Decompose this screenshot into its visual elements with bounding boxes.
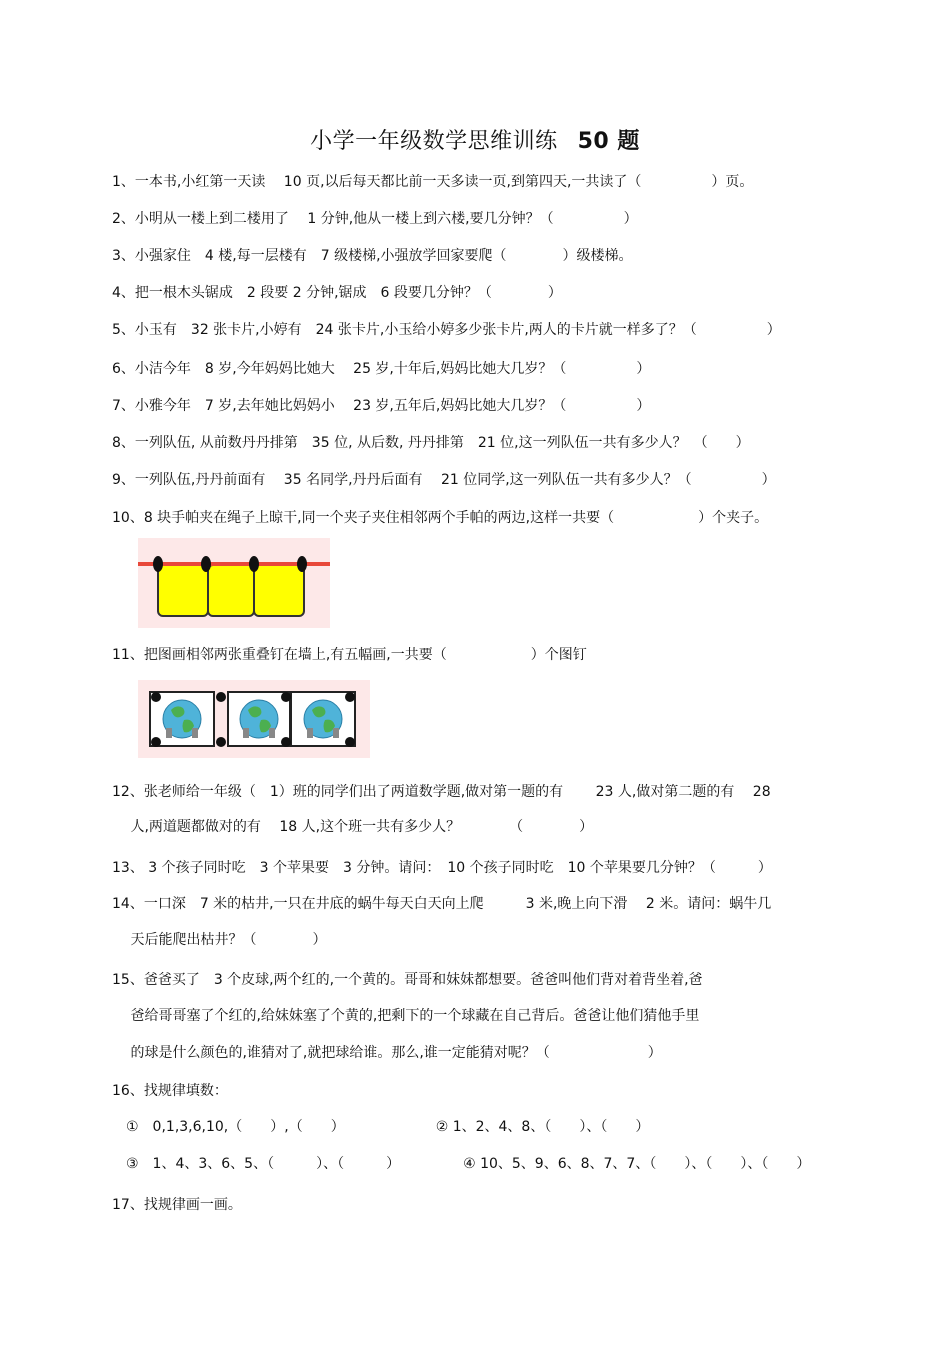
pin-6 [281, 737, 291, 747]
handkerchief-3 [254, 565, 304, 616]
pin-3 [216, 692, 226, 702]
question-17: 17、找规律画一画。 [112, 1197, 242, 1213]
question-2: 2、小明从一楼上到二楼用了 1 分钟,他从一楼上到六楼,要几分钟？（ ） [112, 211, 638, 227]
page-title [0, 124, 950, 155]
pin-1 [151, 692, 161, 702]
globe-icon-1 [163, 700, 201, 738]
globe-pictures-figure [138, 680, 370, 762]
clip-2 [201, 556, 211, 572]
globe-icon-3 [304, 700, 342, 738]
pin-4 [216, 737, 226, 747]
pin-8 [345, 737, 355, 747]
handkerchief-clips-figure [138, 538, 330, 632]
handkerchief-2 [208, 565, 254, 616]
pin-7 [345, 692, 355, 702]
question-13: 13、 3 个孩子同时吃 3 个苹果要 3 分钟。请问： 10 个孩子同时吃 10 个苹果要几分钟？（ ） [112, 860, 772, 876]
question-15-cont-2: 的球是什么颜色的,谁猜对了,就把球给谁。那么,谁一定能猜对呢？（ ） [112, 1045, 662, 1061]
question-12-cont: 人,两道题都做对的有 18 人,这个班一共有多少人？ （ ） [112, 819, 594, 835]
handkerchief-1 [158, 565, 208, 616]
question-7: 7、小雅今年 7 岁,去年她比妈妈小 23 岁,五年后,妈妈比她大几岁？（ ） [112, 398, 651, 414]
question-6: 6、小洁今年 8 岁,今年妈妈比她大 25 岁,十年后,妈妈比她大几岁？（ ） [112, 361, 651, 377]
question-10: 10、8 块手帕夹在绳子上晾干,同一个夹子夹住相邻两个手帕的两边,这样一共要（ ）个夹子。 [112, 510, 769, 526]
pin-5 [281, 692, 291, 702]
question-14-cont: 天后能爬出枯井？（ ） [112, 932, 327, 948]
globe-pictures-svg [138, 680, 370, 758]
handkerchief-clips-svg [138, 538, 330, 628]
clip-1 [153, 556, 163, 572]
question-9: 9、一列队伍,丹丹前面有 35 名同学,丹丹后面有 21 位同学,这一列队伍一共有多少人？（ ） [112, 472, 776, 488]
question-8: 8、一列队伍, 从前数丹丹排第 35 位, 从后数, 丹丹排第 21 位,这一列队伍一共有多少人？ （ ） [112, 435, 750, 451]
question-16-part-b: ③ 1、4、3、6、5、（ ）、（ ） ④ 10、5、9、6、8、7、7、（ ）、（ ）、（ ） [112, 1156, 811, 1172]
question-4: 4、把一根木头锯成 2 段要 2 分钟,锯成 6 段要几分钟？（ ） [112, 285, 562, 301]
question-12: 12、张老师给一年级（ 1）班的同学们出了两道数学题,做对第一题的有 23 人,做对第二题的有 28 [112, 784, 771, 800]
question-15-cont-1: 爸给哥哥塞了个红的,给妹妹塞了个黄的,把剩下的一个球藏在自己背后。爸爸让他们猜他手里 [112, 1008, 700, 1024]
clip-4 [297, 556, 307, 572]
question-1: 1、一本书,小红第一天读 10 页,以后每天都比前一天多读一页,到第四天,一共读了（ ）页。 [112, 174, 754, 190]
page-title-text: 小学一年级数学思维训练 [310, 129, 558, 154]
question-3: 3、小强家住 4 楼,每一层楼有 7 级楼梯,小强放学回家要爬（ ）级楼梯。 [112, 248, 633, 264]
clip-3 [249, 556, 259, 572]
pin-2 [151, 737, 161, 747]
question-11: 11、把图画相邻两张重叠钉在墙上,有五幅画,一共要（ ）个图钉 [112, 647, 587, 663]
page-title-count: 50 题 [577, 129, 640, 154]
question-16: 16、找规律填数： [112, 1083, 228, 1099]
question-14: 14、一口深 7 米的枯井,一只在井底的蜗牛每天白天向上爬 3 米,晚上向下滑 2 米。请问：蜗牛几 [112, 896, 772, 912]
question-15: 15、爸爸买了 3 个皮球,两个红的,一个黄的。哥哥和妹妹都想要。爸爸叫他们背对着背坐着,爸 [112, 972, 703, 988]
question-16-part-a: ① 0,1,3,6,10,（ ）,（ ） ② 1、2、4、8、（ ）、（ ） [112, 1119, 650, 1135]
globe-icon-2 [240, 700, 278, 738]
question-5: 5、小玉有 32 张卡片,小婷有 24 张卡片,小玉给小婷多少张卡片,两人的卡片就一样多了？（ ） [112, 322, 781, 338]
